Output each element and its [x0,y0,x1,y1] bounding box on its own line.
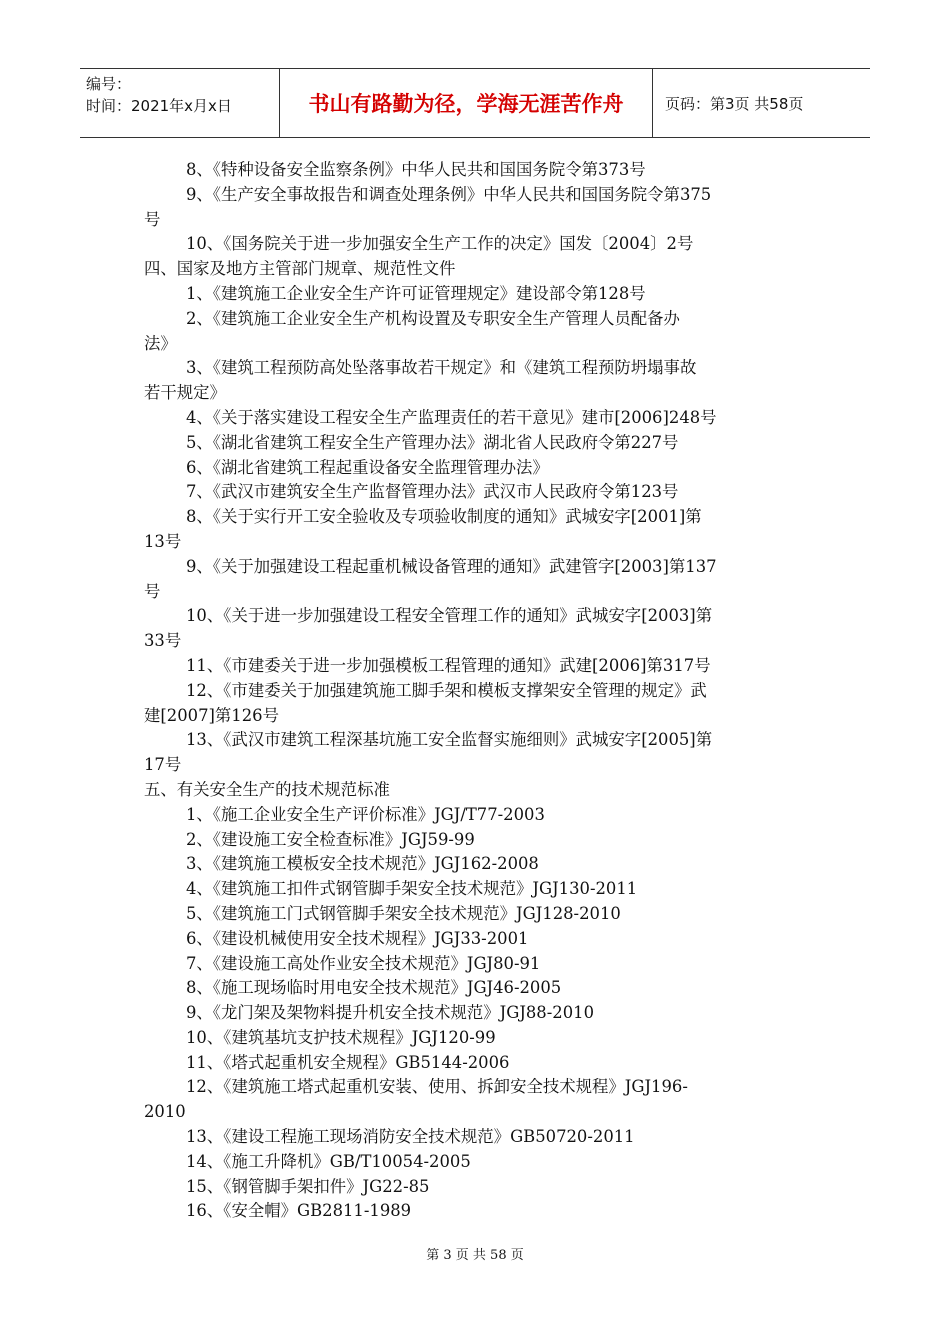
page-footer: 第 3 页 共 58 页 [426,1248,524,1263]
header-left-cell [80,69,280,137]
text-line: 9、《生产安全事故报告和调查处理条例》中华人民共和国国务院令第375 [186,184,712,204]
text-line: 16、《安全帽》GB2811-1989 [186,1201,412,1221]
text-line: 13、《建设工程施工现场消防安全技术规范》GB50720-2011 [186,1127,635,1147]
text-line: 4、《关于落实建设工程安全生产监理责任的若干意见》建市[2006]248号 [186,407,717,427]
text-line: 10、《关于进一步加强建设工程安全管理工作的通知》武城安字[2003]第 [186,606,713,626]
text-line: 4、《建筑施工扣件式钢管脚手架安全技术规范》JGJ130-2011 [186,879,638,899]
document-date-label: 时间：2021年x月x日 [86,97,232,115]
text-line: 2、《建筑施工企业安全生产机构设置及专职安全生产管理人员配备办 [186,308,680,328]
page-header [80,68,870,138]
text-line: 5、《湖北省建筑工程安全生产管理办法》湖北省人民政府令第227号 [186,432,679,452]
header-motto: 书山有路勤为径，学海无涯苦作舟 [280,69,653,137]
header-page-label: 页码：第3页 共58页 [665,94,804,113]
text-line: 17号 [144,755,182,775]
text-line: 6、《建设机械使用安全技术规程》JGJ33-2001 [186,928,529,948]
text-line: 2、《建设施工安全检查标准》JGJ59-99 [186,829,475,849]
text-line: 10、《建筑基坑支护技术规程》JGJ120-99 [186,1027,496,1047]
text-line: 8、《特种设备安全监察条例》中华人民共和国国务院令第373号 [186,160,646,179]
text-line: 10、《国务院关于进一步加强安全生产工作的决定》国发〔2004〕2号 [186,234,694,254]
text-line: 8、《施工现场临时用电安全技术规范》JGJ46-2005 [186,978,562,998]
text-line: 12、《市建委关于加强建筑施工脚手架和模板支撑架安全管理的规定》武 [186,680,707,700]
text-line: 9、《关于加强建设工程起重机械设备管理的通知》武建管字[2003]第137 [186,556,717,576]
text-line: 2010 [144,1102,186,1122]
text-line: 1、《施工企业安全生产评价标准》JGJ/T77-2003 [186,804,545,824]
text-line: 5、《建筑施工门式钢管脚手架安全技术规范》JGJ128-2010 [186,903,621,923]
text-line: 7、《建设施工高处作业安全技术规范》JGJ80-91 [186,953,541,973]
text-line: 12、《建筑施工塔式起重机安装、使用、拆卸安全技术规程》JGJ196- [186,1077,688,1097]
text-line: 1、《建筑施工企业安全生产许可证管理规定》建设部令第128号 [186,283,646,303]
text-line: 14、《施工升降机》GB/T10054-2005 [186,1151,471,1171]
document-number-label: 编号： [86,75,132,93]
text-line: 11、《塔式起重机安全规程》GB5144-2006 [186,1052,510,1072]
text-line: 33号 [144,631,182,651]
text-line: 11、《市建委关于进一步加强模板工程管理的通知》武建[2006]第317号 [186,655,711,675]
text-line: 号 [144,581,161,601]
text-line: 法》 [144,333,177,353]
text-line: 13、《武汉市建筑工程深基坑施工安全监督实施细则》武城安字[2005]第 [186,730,713,750]
text-line: 8、《关于实行开工安全验收及专项验收制度的通知》武城安字[2001]第 [186,507,702,527]
document-body [144,158,809,1224]
text-line: 15、《钢管脚手架扣件》JG22-85 [186,1176,430,1196]
text-line: 四、国家及地方主管部门规章、规范性文件 [144,259,456,279]
text-line: 五、有关安全生产的技术规范标准 [144,779,390,799]
text-line: 建[2007]第126号 [144,705,279,725]
text-line: 若干规定》 [144,383,226,403]
text-line: 3、《建筑工程预防高处坠落事故若干规定》和《建筑工程预防坍塌事故 [186,358,697,378]
text-line: 3、《建筑施工模板安全技术规范》JGJ162-2008 [186,854,539,874]
text-line: 号 [144,209,161,229]
text-line: 6、《湖北省建筑工程起重设备安全监理管理办法》 [186,457,549,477]
text-line: 7、《武汉市建筑安全生产监督管理办法》武汉市人民政府令第123号 [186,482,679,502]
text-line: 13号 [144,531,182,551]
text-line: 9、《龙门架及架物料提升机安全技术规范》JGJ88-2010 [186,1003,594,1023]
